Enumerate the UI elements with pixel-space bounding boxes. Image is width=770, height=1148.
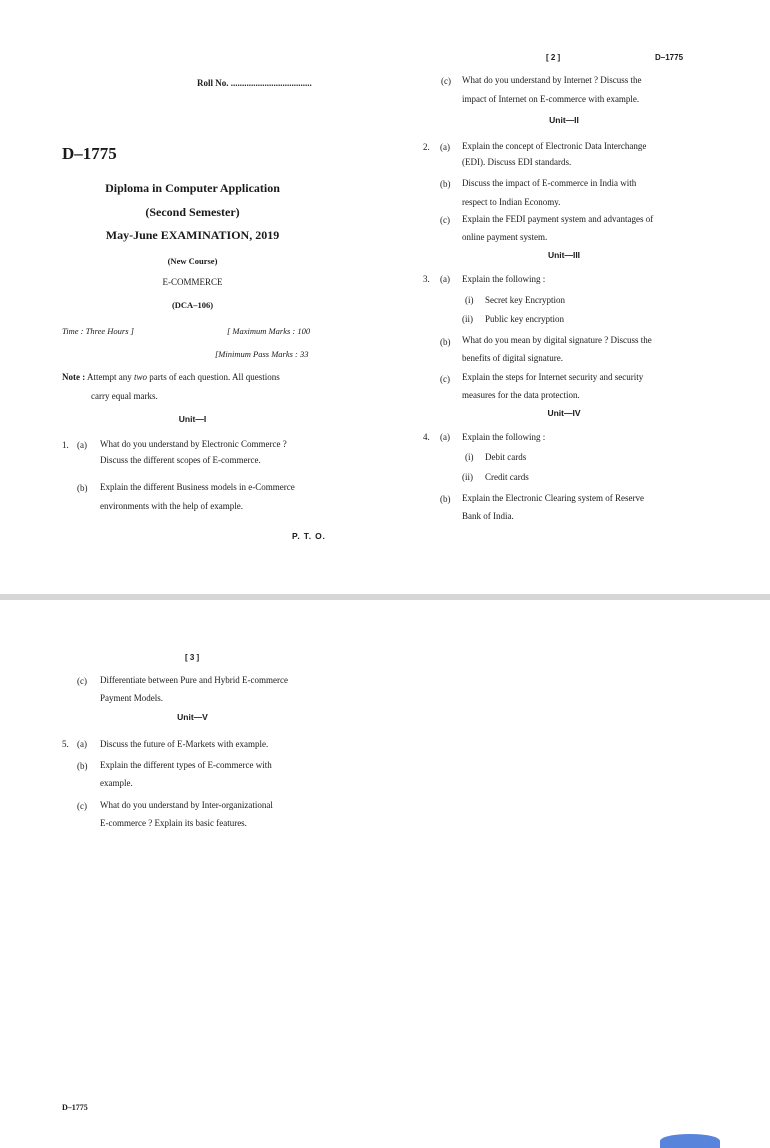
q3b-line-1: What do you mean by digital signature ? Discuss the <box>462 335 652 345</box>
q2a-text <box>462 138 687 170</box>
note-text-3: carry equal marks. <box>91 391 158 401</box>
unit-5-heading: Unit—V <box>177 712 208 722</box>
q5c-label: (c) <box>77 801 87 811</box>
q5a-label: (a) <box>77 739 87 749</box>
q4b-label: (b) <box>440 494 451 504</box>
q4c-line-1: Differentiate between Pure and Hybrid E-commerce <box>100 675 289 685</box>
q1b-line-1: Explain the different Business models in e-Commerce <box>100 482 295 492</box>
q1a-line-1: What do you understand by Electronic Commerce ? <box>100 439 287 449</box>
course-name: Diploma in Computer Application <box>105 181 280 195</box>
q2c-line-2: online payment system. <box>462 232 548 242</box>
q3c-line-1: Explain the steps for Internet security and security <box>462 372 644 382</box>
subject-name: E-COMMERCE <box>162 277 223 287</box>
q4a-label: (a) <box>440 432 450 442</box>
subject-code: (DCA–106) <box>171 300 214 310</box>
q5b-line-2: example. <box>100 778 133 788</box>
q2c-text <box>462 211 687 245</box>
q4-number: 4. <box>423 432 430 442</box>
semester: (Second Semester) <box>145 205 240 219</box>
q2-number: 2. <box>423 142 430 152</box>
q4b-text <box>462 490 687 524</box>
q5c-line-1: What do you understand by Inter-organizational <box>100 800 273 810</box>
q3a-ii-label: (ii) <box>462 314 473 324</box>
q2b-text <box>462 175 687 210</box>
q5b-label: (b) <box>77 761 88 771</box>
q3a-i-label: (i) <box>465 295 474 305</box>
footer-paper-code: D–1775 <box>62 1103 88 1112</box>
page-number-2: [ 2 ] <box>546 53 561 62</box>
q3a-label: (a) <box>440 274 450 284</box>
q5b-line-1: Explain the different types of E-commerce with <box>100 760 272 770</box>
new-course-label: (New Course) <box>167 256 218 266</box>
q1b-line-2: environments with the help of example. <box>100 501 243 511</box>
q3c-line-2: measures for the data protection. <box>462 390 580 400</box>
q4c-text <box>100 672 326 706</box>
q4a-i-label: (i) <box>465 452 474 462</box>
q2c-line-1: Explain the FEDI payment system and advantages of <box>462 214 654 224</box>
q4c-line-2: Payment Models. <box>100 693 163 703</box>
q4a-ii-label: (ii) <box>462 472 473 482</box>
time-allowed: Time : Three Hours ] <box>62 326 134 336</box>
q1a-text <box>100 436 324 468</box>
q2b-line-1: Discuss the impact of E-commerce in India with <box>462 178 637 188</box>
q1c-text <box>462 72 687 107</box>
note-text-2: parts of each question. All questions <box>149 372 280 382</box>
unit-3-heading: Unit—III <box>547 250 581 260</box>
q3a-ii-text: Public key encryption <box>485 314 564 324</box>
q1c-line-1: What do you understand by Internet ? Discuss the <box>462 75 642 85</box>
q2a-line-2: (EDI). Discuss EDI standards. <box>462 157 572 167</box>
scroll-indicator <box>660 1134 720 1148</box>
minimum-pass-marks: [Minimum Pass Marks : 33 <box>215 349 309 359</box>
q3a-text: Explain the following : <box>462 274 546 284</box>
q3b-text <box>462 332 687 366</box>
paper-code-title: D–1775 <box>62 144 117 163</box>
q1a-line-2: Discuss the different scopes of E-commerce. <box>100 455 261 465</box>
q2b-line-2: respect to Indian Economy. <box>462 197 561 207</box>
q4c-label: (c) <box>77 676 87 686</box>
q5b-text <box>100 757 325 791</box>
q3c-label: (c) <box>440 374 450 384</box>
q2c-label: (c) <box>440 215 450 225</box>
page-number-3: [ 3 ] <box>185 653 200 662</box>
q5c-line-2: E-commerce ? Explain its basic features. <box>100 818 247 828</box>
q4a-i-text: Debit cards <box>485 452 527 462</box>
exam-page-3 <box>0 600 770 1139</box>
note-two: two <box>134 372 148 382</box>
q2b-label: (b) <box>440 179 451 189</box>
maximum-marks: [ Maximum Marks : 100 <box>227 326 311 336</box>
q3b-line-2: benefits of digital signature. <box>462 353 563 363</box>
q1a-label: (a) <box>77 440 87 450</box>
note-label: Note : <box>62 372 86 382</box>
unit-2-heading: Unit—II <box>549 115 579 125</box>
q3b-label: (b) <box>440 337 451 347</box>
q3a-i-text: Secret key Encryption <box>485 295 565 305</box>
q4a-text: Explain the following : <box>462 432 546 442</box>
q5-number: 5. <box>62 739 69 749</box>
q4b-line-2: Bank of India. <box>462 511 514 521</box>
q1b-text <box>100 479 326 514</box>
q1-number: 1. <box>62 440 69 450</box>
roll-number-label: Roll No. .................................... <box>197 78 312 88</box>
q3c-text <box>462 369 687 403</box>
q1c-line-2: impact of Internet on E-commerce with example. <box>462 94 640 104</box>
q4a-ii-text: Credit cards <box>485 472 529 482</box>
q1c-label: (c) <box>441 76 451 86</box>
q5c-text <box>100 797 325 831</box>
exam-session: May-June EXAMINATION, 2019 <box>105 228 280 242</box>
q2a-label: (a) <box>440 142 450 152</box>
please-turn-over: P. T. O. <box>292 531 326 541</box>
note-text-1: Attempt any <box>87 372 132 382</box>
q3-number: 3. <box>423 274 430 284</box>
instructions-note <box>62 371 324 384</box>
unit-1-heading: Unit—I <box>178 414 207 424</box>
q4b-line-1: Explain the Electronic Clearing system of Reserve <box>462 493 644 503</box>
unit-4-heading: Unit—IV <box>547 408 581 418</box>
q1b-label: (b) <box>77 483 88 493</box>
header-code-right: D–1775 <box>655 53 684 62</box>
q5a-text: Discuss the future of E-Markets with example. <box>100 739 269 749</box>
q2a-line-1: Explain the concept of Electronic Data Interchange <box>462 141 647 151</box>
